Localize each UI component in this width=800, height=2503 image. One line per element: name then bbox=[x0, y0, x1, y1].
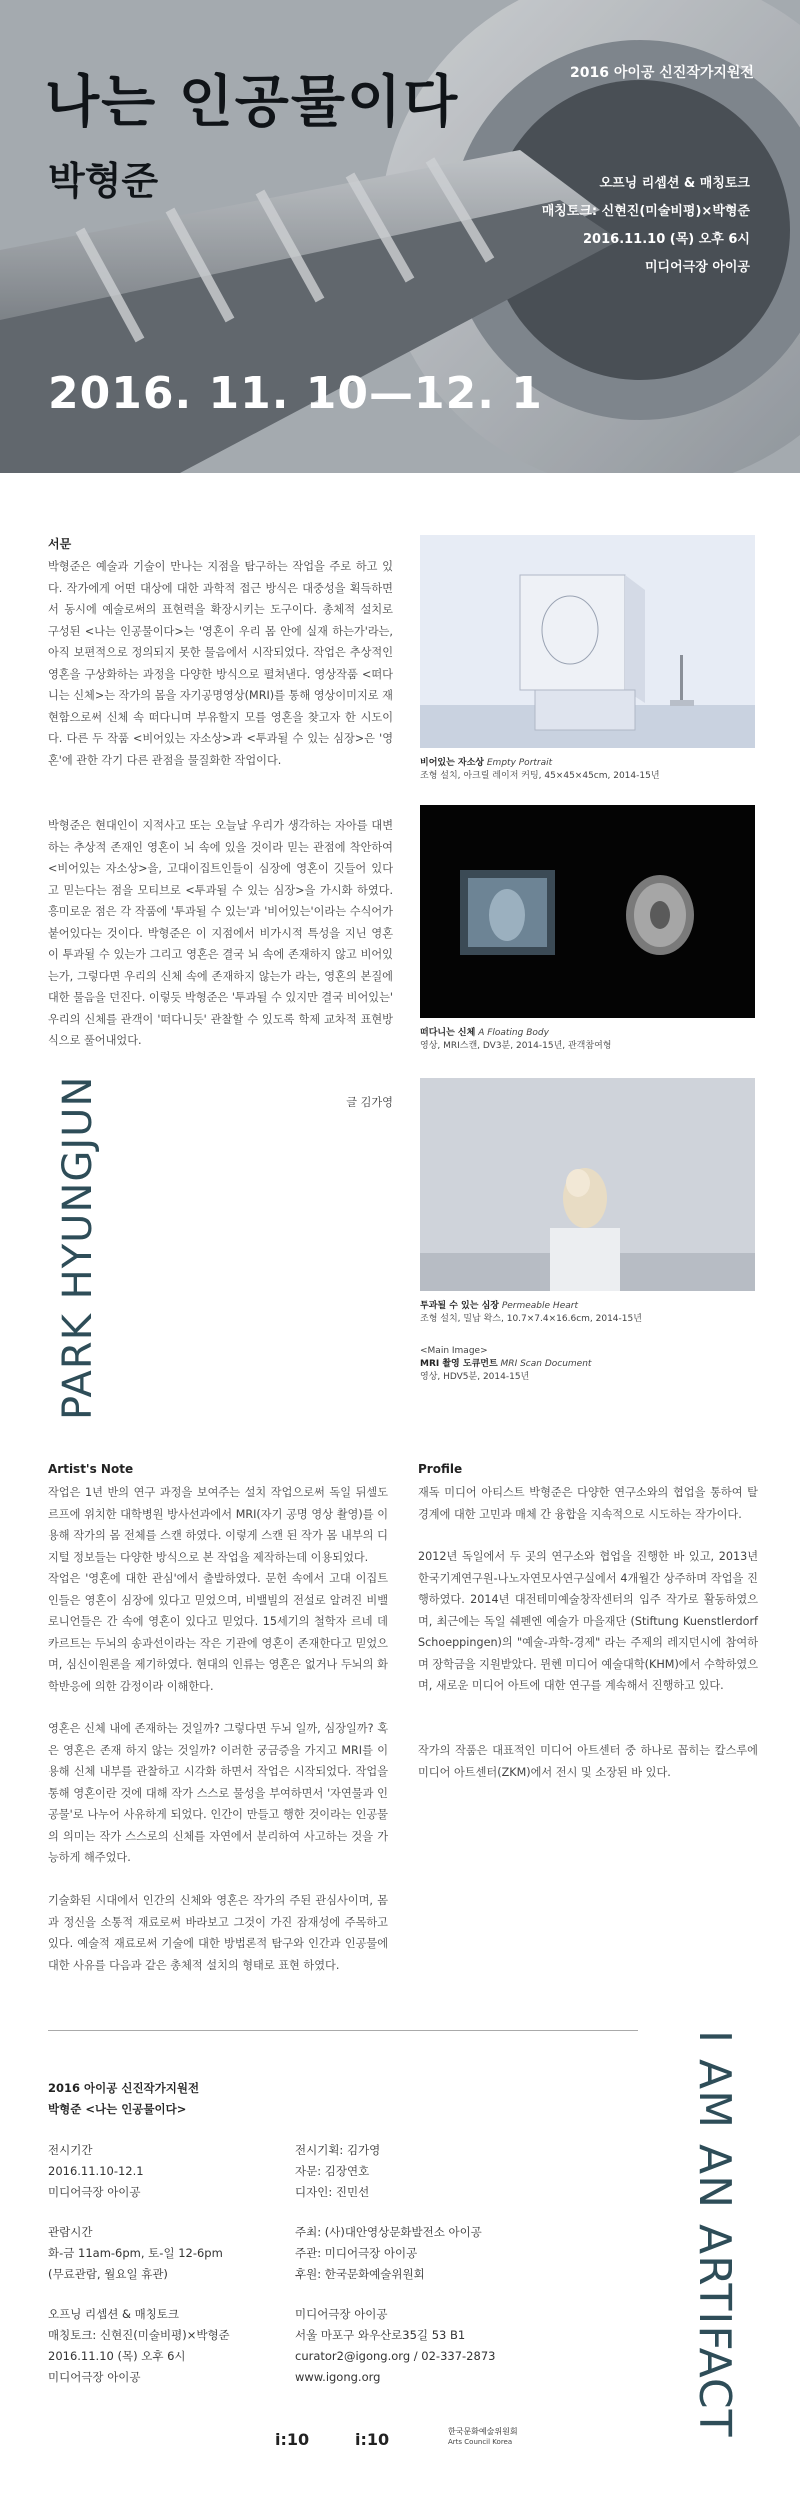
igong-logo: i:10 bbox=[275, 2430, 310, 2449]
event-line: 오프닝 리셉션 & 매칭토크 bbox=[599, 176, 750, 191]
info-line: (무료관람, 월요일 휴관) bbox=[48, 2267, 168, 2281]
event-line: 미디어극장 아이공 bbox=[645, 260, 750, 275]
profile-paragraph: 재독 미디어 아티스트 박형준은 다양한 연구소와의 협업을 통하여 탈경계에 대한 고민과 매체 간 융합을 지속적으로 시도하는 작가이다. bbox=[418, 1486, 758, 1521]
profile-paragraph: 작가의 작품은 대표적인 미디어 아트센터 중 하나로 꼽히는 칼스루에 미디어 아트센터(ZKM)에서 전시 및 소장된 바 있다. bbox=[418, 1744, 758, 1779]
info-line: 자문: 김장연호 bbox=[295, 2164, 370, 2178]
event-line: 매칭토크: 신현진(미술비평)×박형준 bbox=[541, 204, 750, 219]
info-line: 미디어극장 아이공 bbox=[295, 2307, 388, 2321]
igong-logo-alt: i:10 bbox=[355, 2430, 390, 2449]
exhibition-dates: 2016. 11. 10—12. 1 bbox=[48, 368, 543, 419]
info-line: 서울 마포구 와우산로35길 53 B1 bbox=[295, 2328, 466, 2342]
info-line: 전시기간 bbox=[48, 2143, 93, 2157]
main-image-title: MRI 촬영 도큐먼트 bbox=[420, 1359, 498, 1369]
arts-council-logo-en: Arts Council Korea bbox=[448, 2438, 513, 2446]
artist-note-paragraph: 작업은 1년 반의 연구 과정을 보여주는 설치 작업으로써 독일 뒤셀도르프에 위치한 대학병원 방사선과에서 MRI(자기 공명 영상 촬영)를 이용해 작가의 몸 전체를 스캔 하였다. 이렇게 스캔 된 작가 몸 내부의 디지털 정보들는 다양한 방식으로 본 작업을 제작하는데 이용되었다. bbox=[48, 1486, 388, 1564]
main-image-detail: 영상, HDV5분, 2014-15년 bbox=[420, 1372, 530, 1382]
info-line: 주관: 미디어극장 아이공 bbox=[295, 2246, 418, 2260]
main-image-label: <Main Image> bbox=[420, 1346, 488, 1356]
exhibition-title: 나는 인공물이다 bbox=[45, 70, 460, 135]
intro-heading: 서문 bbox=[48, 537, 72, 551]
program-name: 2016 아이공 신진작가지원전 bbox=[570, 65, 754, 81]
info-line: 매칭토크: 신현진(미술비평)×박형준 bbox=[48, 2328, 230, 2342]
floating-body-image bbox=[420, 805, 755, 1018]
info-period bbox=[48, 2140, 288, 2203]
artist-note-paragraph: 영혼은 신체 내에 존재하는 것일까? 그렇다면 두뇌 일까, 심장일까? 혹은 영혼은 존재 하지 않는 것일까? 이러한 궁금증을 가지고 MRI를 이용해 신체 내부를 관찰하고 시각화 하면서 작업은 시작되었다. 작업을 통해 영혼이란 것에 대해 작가 스스로 물성을 부여하면서 '자연물과 인공물'로 나누어 사유하게 되었다. 인간이 만들고 행한 것이라는 인공물의 의미는 작가 스스로의 신체를 자연에서 분리하여 사고하는 것을 가능하게 해주었다. bbox=[48, 1722, 388, 1864]
info-line: 관람시간 bbox=[48, 2225, 93, 2239]
work-title: 투과될 수 있는 심장 bbox=[420, 1301, 499, 1311]
main-image-title-en: MRI Scan Document bbox=[500, 1359, 592, 1369]
work-detail: 조형 설치, 밀납 왁스, 10.7×7.4×16.6cm, 2014-15년 bbox=[420, 1314, 642, 1324]
artist-note-paragraph: 기술화된 시대에서 인간의 신체와 영혼은 작가의 주된 관심사이며, 몸과 정신을 소통적 재료로써 바라보고 그것이 가진 잠재성에 주목하고 있다. 예술적 재료로써 기술에 대한 방법론적 탐구와 인간과 인공물에 대한 사유를 다음과 같은 총체적 설치의 형태로 표현 하였다. bbox=[48, 1894, 388, 1972]
info-line: 미디어극장 아이공 bbox=[48, 2370, 141, 2384]
info-venue bbox=[295, 2304, 595, 2388]
work-caption bbox=[420, 1027, 755, 1053]
info-line: 주최: (사)대안영상문화발전소 아이공 bbox=[295, 2225, 482, 2239]
work-detail: 조형 설치, 아크릴 레이저 커팅, 45×45×45cm, 2014-15년 bbox=[420, 771, 660, 781]
work-detail: 영상, MRI스캔, DV3분, 2014-15년, 관객참여형 bbox=[420, 1041, 612, 1051]
info-hours bbox=[48, 2222, 288, 2285]
info-line: 후원: 한국문화예술위원회 bbox=[295, 2267, 425, 2281]
vertical-artist-name: PARK HYUNGJUN bbox=[55, 1075, 101, 1420]
info-opening bbox=[48, 2304, 288, 2388]
profile-heading: Profile bbox=[418, 1462, 463, 1476]
profile-paragraph: 2012년 독일에서 두 곳의 연구소와 협업을 진행한 바 있고, 2013년 한국기계연구원-나노자연모사연구실에서 4개월간 상주하며 작업을 진행하였다. 2014년 대전테미예술창작센터의 입주 작가로 활동하였으며, 최근에는 독일 쉐펜엔 예술가 마을재단 (Stiftung Kuenstlerdorf Schoeppingen)의 "예술-과학-경제" 라는 주제의 레지던시에 참여하며 장학금을 지원받았다. 뮌헨 미디어 예술대학(KHM)에서 수학하였으며, 새로운 미디어 아트에 대한 연구를 계속해서 진행하고 있다. bbox=[418, 1550, 759, 1692]
intro-paragraph: 박형준은 예술과 기술이 만나는 지점을 탐구하는 작업을 주로 하고 있다. 작가에게 어떤 대상에 대한 과학적 접근 방식은 대중성을 획득하면서 동시에 예술로써의 표현력을 확장시키는 도구이다. 총체적 설치로 구성된 <나는 인공물이다>는 '영혼이 우리 몸 안에 실재 하는가'라는, 아직 보편적으로 정의되지 못한 물음에서 시작되었다. 작업은 추상적인 영혼을 구상화하는 과정을 다양한 방식으로 펼쳐낸다. 영상작품 <떠다니는 신체>는 작가의 몸을 자기공명영상(MRI)를 통해 영상이미지로 재현함으로써 신체 속 떠다니며 부유할지 모를 영혼을 찾고자 한 시도이다. 다른 두 작품 <비어있는 자소상>과 <투과될 수 있는 심장>은 '영혼'에 관한 각기 다른 관점을 물질화한 작업이다. bbox=[48, 560, 393, 767]
info-line: 2016.11.10 (목) 오후 6시 bbox=[48, 2349, 186, 2363]
info-program: 2016 아이공 신진작가지원전 bbox=[48, 2081, 200, 2095]
work-title-en: A Floating Body bbox=[478, 1028, 549, 1038]
artist-note-paragraph: 작업은 '영혼에 대한 관심'에서 출발하였다. 문헌 속에서 고대 이집트 인들은 영혼이 심장에 있다고 믿었으며, 비밸빌의 전설로 알려진 비밸로니언들은 간 속에 영혼이 있다고 믿었다. 15세기의 철학자 르네 데카르트는 두뇌의 송과선이라는 작은 기관에 영혼이 존재한다고 믿었으며, 심신이원론을 제기하였다. 현대의 인류는 영혼은 없거나 두뇌의 화학반응에 의한 감정이라 이해한다. bbox=[48, 1572, 388, 1693]
main-image-caption bbox=[420, 1345, 755, 1384]
hero-banner bbox=[0, 0, 800, 473]
work-caption bbox=[420, 757, 755, 783]
section-divider bbox=[48, 2030, 638, 2031]
info-line: 디자인: 진민선 bbox=[295, 2185, 370, 2199]
permeable-heart-image bbox=[420, 1078, 755, 1291]
info-credits bbox=[295, 2140, 595, 2203]
info-line: 전시기획: 김가영 bbox=[295, 2143, 381, 2157]
empty-portrait-image bbox=[420, 535, 755, 748]
work-title: 비어있는 자소상 bbox=[420, 758, 484, 768]
artist-name: 박형준 bbox=[48, 159, 159, 203]
intro-paragraph: 박형준은 현대인이 지적사고 또는 오늘날 우리가 생각하는 자아를 대변하는 추상적 존재인 영혼이 뇌 속에 있을 것이라 믿는 관점에 착안하여 <비어있는 자소상>을, 고대이집트인들이 심장에 영혼이 깃들어 있다고 믿는다는 점을 모티브로 <투과될 수 있는 심장>을 가시화 하였다. 흥미로운 점은 각 작품에 '투과될 수 있는'과 '비어있는'이라는 수식어가 붙어있다는 것이다. 박형준은 이 지점에서 비가시적 특성을 지닌 영혼이 투과될 수 있는가 그리고 영혼은 결국 뇌 속에 존재하지 않고 비어있는가, 그렇다면 우리의 신체 속에 존재하지 않는가 라는, 영혼의 본질에 대한 물음을 던진다. 이렇듯 박형준은 '투과될 수 있지만 결국 비어있는' 우리의 신체를 관객이 '떠다니듯' 관찰할 수 있도록 학제 교차적 표현방식으로 풀어내었다. bbox=[48, 819, 393, 1047]
arts-council-logo-kr: 한국문화예술위원회 bbox=[448, 2427, 518, 2436]
artist-note-heading: Artist's Note bbox=[48, 1462, 134, 1476]
info-right-column bbox=[295, 2140, 595, 2388]
work-title: 떠다니는 신체 bbox=[420, 1028, 476, 1038]
info-line: 화-금 11am-6pm, 토-일 12-6pm bbox=[48, 2246, 223, 2260]
info-exhibition: 박형준 <나는 인공물이다> bbox=[48, 2102, 187, 2116]
work-title-en: Empty Portrait bbox=[486, 758, 553, 768]
info-line: www.igong.org bbox=[295, 2370, 381, 2384]
info-line: 오프닝 리셉션 & 매칭토크 bbox=[48, 2307, 180, 2321]
work-title-en: Permeable Heart bbox=[501, 1301, 578, 1311]
info-line: 미디어극장 아이공 bbox=[48, 2185, 141, 2199]
intro-author: 글 김가영 bbox=[346, 1096, 393, 1109]
info-organizers bbox=[295, 2222, 595, 2285]
info-left-column bbox=[48, 2140, 288, 2388]
work-caption bbox=[420, 1300, 755, 1326]
info-header bbox=[48, 2078, 199, 2120]
info-line: 2016.11.10-12.1 bbox=[48, 2164, 144, 2178]
info-line: curator2@igong.org / 02-337-2873 bbox=[295, 2349, 496, 2363]
vertical-exhibition-title: I AM AN ARTIFACT bbox=[689, 2030, 740, 2438]
event-line: 2016.11.10 (목) 오후 6시 bbox=[583, 232, 750, 247]
